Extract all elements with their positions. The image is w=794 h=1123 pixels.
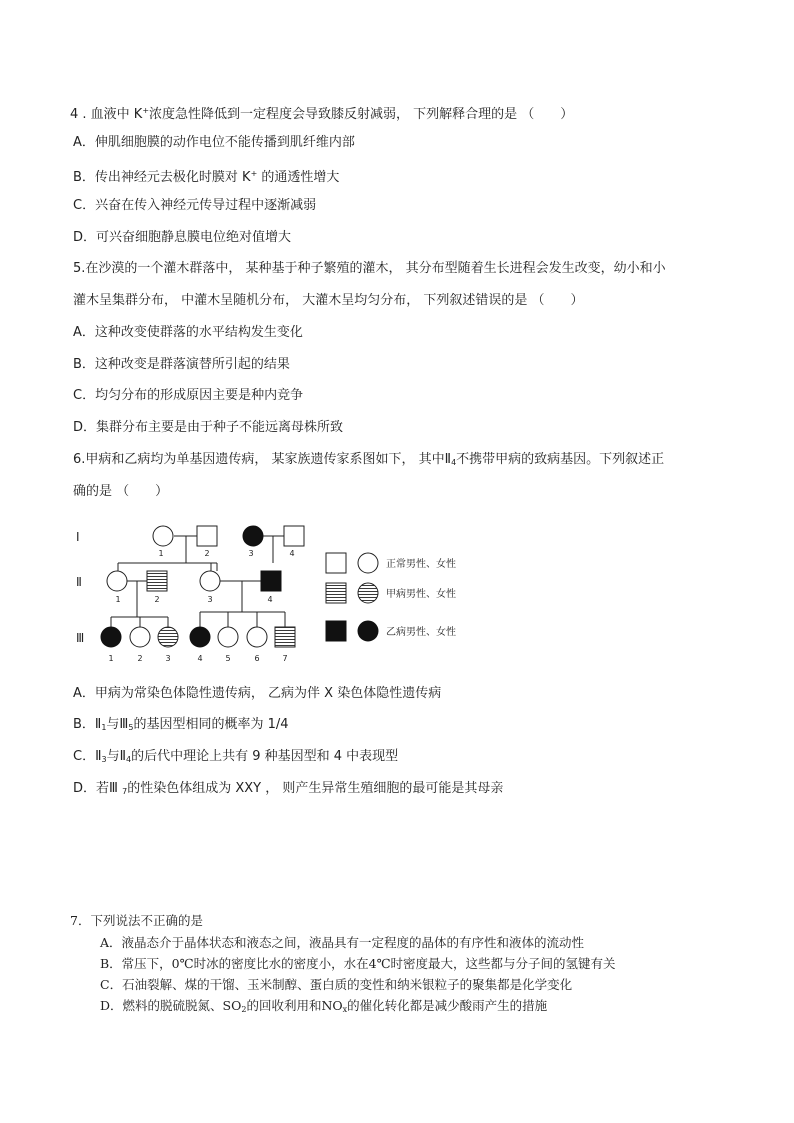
q7-stem: 7．下列说法不正确的是 <box>70 913 203 928</box>
q5-option-a: A．这种改变使群落的水平结构发生变化 <box>73 325 303 340</box>
q6-option-b-subscript-2: 5 <box>128 723 134 732</box>
q6-stem-line2: 确的是 （ ） <box>73 484 169 499</box>
gen3-female-5 <box>218 627 238 647</box>
legend-disease-b-female <box>358 621 378 641</box>
q7-option-d-subscript-1: 2 <box>241 1005 247 1014</box>
q5-stem-line2: 灌木呈集群分布， 中灌木呈随机分布， 大灌木呈均匀分布， 下列叙述错误的是 （ ） <box>73 293 584 308</box>
legend-disease-b-label: 乙病男性、女性 <box>386 627 456 638</box>
q4-option-b-text-rest: 的通透性增大 <box>257 170 340 185</box>
q7-option-d-text-rest: 的催化转化都是减少酸雨产生的措施 <box>347 998 548 1013</box>
q6-option-b-text-rest: 的基因型相同的概率为 1/4 <box>133 717 289 732</box>
legend-disease-b-male <box>326 621 346 641</box>
q6-option-d <box>73 780 503 801</box>
q6-option-b-text-mid: 与Ⅲ <box>106 717 129 732</box>
gen1-number-3: 3 <box>248 549 254 558</box>
q6-option-b <box>73 716 289 737</box>
q7-option-c: C．石油裂解、煤的干馏、玉米制醇、蛋白质的变性和纳米银粒子的聚集都是化学变化 <box>100 977 573 992</box>
legend-disease-a-label: 甲病男性、女性 <box>386 589 456 600</box>
q7-option-b: B．常压下，0℃时冰的密度比水的密度小，水在4℃时密度最大，这些都与分子间的氢键有关 <box>100 956 616 971</box>
gen3-number-6: 6 <box>254 654 260 663</box>
q7-option-d-text-mid: 的回收利用和NO <box>246 998 343 1013</box>
q7-option-d-subscript-2: x <box>342 1005 348 1014</box>
legend-disease-a-male <box>326 583 346 603</box>
gen1-female-3-disease-b <box>243 526 263 546</box>
q7-option-a: A．液晶态介于晶体状态和液态之间，液晶具有一定程度的晶体的有序性和液体的流动性 <box>100 935 585 950</box>
gen-label-3: Ⅲ <box>76 631 85 645</box>
gen3-female-3-disease-a <box>158 627 178 647</box>
q6-option-b-subscript-1: 1 <box>101 723 107 732</box>
q6-stem-text-rest: 不携带甲病的致病基因。下列叙述正 <box>456 452 665 467</box>
gen3-number-1: 1 <box>108 654 114 663</box>
gen3-female-6 <box>247 627 267 647</box>
q4-stem-text: 4 . 血液中 K <box>70 107 143 122</box>
gen-label-1: Ⅰ <box>76 530 80 544</box>
gen3-number-2: 2 <box>137 654 143 663</box>
gen3-number-7: 7 <box>282 654 288 663</box>
gen2-number-1: 1 <box>115 595 121 604</box>
q7-option-d-text: D．燃料的脱硫脱氮、SO <box>100 998 242 1013</box>
q6-option-d-text-rest: 的性染色体组成为 XXY ， 则产生异常生殖细胞的最可能是其母亲 <box>127 781 504 796</box>
q4-option-c: C．兴奋在传入神经元传导过程中逐渐减弱 <box>73 198 317 213</box>
q6-option-a: A．甲病为常染色体隐性遗传病， 乙病为伴 X 染色体隐性遗传病 <box>73 686 442 701</box>
gen2-male-4-disease-b <box>261 571 281 591</box>
q4-option-a: A．伸肌细胞膜的动作电位不能传播到肌纤维内部 <box>73 135 355 150</box>
gen1-female-1 <box>153 526 173 546</box>
gen1-number-2: 2 <box>204 549 210 558</box>
legend-disease-a-female <box>358 583 378 603</box>
gen3-number-5: 5 <box>225 654 231 663</box>
q6-stem-subscript: 4 <box>451 458 457 467</box>
q6-option-d-text: D．若Ⅲ <box>73 781 123 796</box>
gen-label-2: Ⅱ <box>76 575 82 589</box>
q6-option-b-text: B．Ⅱ <box>73 717 102 732</box>
gen2-male-2-disease-a <box>147 571 167 591</box>
q7-option-d <box>100 997 547 1019</box>
gen3-number-4: 4 <box>197 654 203 663</box>
legend-normal-male <box>326 553 346 573</box>
q4-option-b <box>73 165 339 187</box>
gen3-female-1-disease-b <box>101 627 121 647</box>
q5-option-b: B．这种改变是群落演替所引起的结果 <box>73 357 290 372</box>
q4-option-b-text: B．传出神经元去极化时膜对 K <box>73 170 251 185</box>
q6-option-c-subscript-1: 3 <box>101 755 107 764</box>
gen2-number-2: 2 <box>154 595 160 604</box>
gen1-number-4: 4 <box>289 549 295 558</box>
q6-option-c-text: C．Ⅱ <box>73 749 102 764</box>
q6-option-c-subscript-2: 4 <box>125 755 132 764</box>
gen2-female-1 <box>107 571 127 591</box>
q6-stem-line1 <box>73 451 664 472</box>
pedigree-diagram <box>60 515 480 670</box>
q5-option-c: C．均匀分布的形成原因主要是种内竞争 <box>73 388 304 403</box>
q5-stem-line1: 5.在沙漠的一个灌木群落中， 某种基于种子繁殖的灌木， 其分布型随着生长进程会发生改变，幼小和小 <box>73 261 666 276</box>
gen3-number-3: 3 <box>165 654 171 663</box>
gen2-female-3 <box>200 571 220 591</box>
gen3-male-7-disease-a <box>275 627 295 647</box>
q6-option-c-text-rest: 的后代中理论上共有 9 种基因型和 4 中表现型 <box>131 749 399 764</box>
q4-stem-superscript: + <box>142 106 150 115</box>
legend-normal-label: 正常男性、女性 <box>386 559 456 570</box>
q6-option-c <box>73 748 398 769</box>
gen1-male-2 <box>197 526 217 546</box>
q4-option-b-superscript: + <box>250 169 258 178</box>
q5-option-d: D．集群分布主要是由于种子不能远离母株所致 <box>73 420 344 435</box>
q4-stem-text-rest: 浓度急性降低到一定程度会导致膝反射减弱， 下列解释合理的是 （ ） <box>149 107 574 122</box>
gen1-number-1: 1 <box>158 549 164 558</box>
legend-normal-female <box>358 553 378 573</box>
gen3-female-4-disease-b <box>190 627 210 647</box>
gen2-number-4: 4 <box>267 595 273 604</box>
q6-stem-text: 6.甲病和乙病均为单基因遗传病， 某家族遗传家系图如下， 其中Ⅱ <box>73 452 452 467</box>
q4-stem <box>70 102 573 124</box>
gen3-female-2 <box>130 627 150 647</box>
q6-option-d-subscript: 7 <box>122 787 128 796</box>
q6-option-c-text-mid: 与Ⅱ <box>106 749 126 764</box>
gen2-number-3: 3 <box>207 595 213 604</box>
gen1-male-4 <box>284 526 304 546</box>
q4-option-d: D．可兴奋细胞静息膜电位绝对值增大 <box>73 230 292 245</box>
